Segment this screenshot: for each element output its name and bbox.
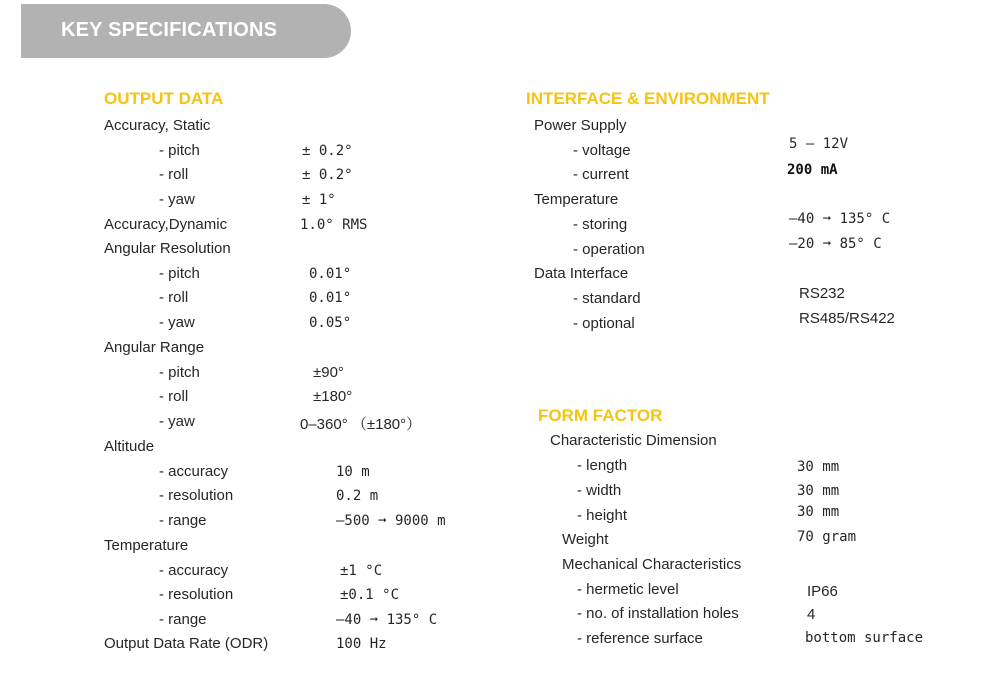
accuracy-static-label: Accuracy, Static	[104, 117, 211, 134]
range-pitch-value: ±90°	[313, 364, 344, 381]
acc-static-yaw-value: ± 1°	[302, 192, 336, 208]
odr-value: 100 Hz	[336, 636, 387, 652]
storing-value: –40 ➞ 135° C	[789, 211, 891, 227]
temp-resolution-value: ±0.1 °C	[340, 587, 400, 603]
voltage-value: 5 – 12V	[789, 136, 849, 152]
data-interface-label: Data Interface	[534, 265, 629, 282]
range-roll-value: ±180°	[313, 388, 353, 405]
standard-value: RS232	[799, 285, 845, 302]
current-value: 200 mA	[787, 162, 838, 178]
optional-label: - optional	[573, 315, 635, 332]
power-supply-label: Power Supply	[534, 117, 627, 134]
range-yaw-label: - yaw	[159, 413, 195, 430]
env-temperature-label: Temperature	[534, 191, 619, 208]
hermetic-value: IP66	[807, 583, 838, 600]
acc-static-yaw-label: - yaw	[159, 191, 195, 208]
weight-value: 70 gram	[797, 529, 857, 545]
res-yaw-value: 0.05°	[309, 315, 352, 331]
temp-accuracy-value: ±1 °C	[340, 563, 383, 579]
char-dimension-label: Characteristic Dimension	[550, 432, 717, 449]
interface-env-title: INTERFACE & ENVIRONMENT	[526, 89, 770, 108]
res-pitch-value: 0.01°	[309, 266, 352, 282]
res-yaw-label: - yaw	[159, 314, 195, 331]
ref-surface-value: bottom surface	[805, 630, 924, 646]
angular-range-label: Angular Range	[104, 339, 205, 356]
height-value: 30 mm	[797, 504, 840, 520]
form-factor-title: FORM FACTOR	[538, 406, 663, 425]
alt-accuracy-label: - accuracy	[159, 463, 229, 480]
angular-resolution-label: Angular Resolution	[104, 240, 231, 257]
res-roll-label: - roll	[159, 289, 189, 306]
range-yaw-value: 0–360° （±180°）	[300, 416, 422, 433]
storing-label: - storing	[573, 216, 628, 233]
temp-range-label: - range	[159, 611, 207, 628]
res-pitch-label: - pitch	[159, 265, 200, 282]
alt-range-value: –500 ➞ 9000 m	[336, 513, 446, 529]
temp-accuracy-label: - accuracy	[159, 562, 229, 579]
length-label: - length	[577, 457, 628, 474]
operation-value: –20 ➞ 85° C	[789, 236, 882, 252]
mech-char-label: Mechanical Characteristics	[562, 556, 742, 573]
alt-resolution-label: - resolution	[159, 487, 234, 504]
standard-label: - standard	[573, 290, 641, 307]
holes-value: 4	[807, 606, 816, 623]
alt-range-label: - range	[159, 512, 207, 529]
height-label: - height	[577, 507, 628, 524]
temp-range-value: –40 ➞ 135° C	[336, 612, 438, 628]
output-data-title: OUTPUT DATA	[104, 89, 224, 108]
range-roll-label: - roll	[159, 388, 189, 405]
length-value: 30 mm	[797, 459, 840, 475]
odr-label: Output Data Rate (ODR)	[104, 635, 269, 652]
acc-static-roll-value: ± 0.2°	[302, 167, 353, 183]
altitude-label: Altitude	[104, 438, 155, 455]
optional-value: RS485/RS422	[799, 310, 895, 327]
range-pitch-label: - pitch	[159, 364, 200, 381]
alt-accuracy-value: 10 m	[336, 464, 370, 480]
acc-static-roll-label: - roll	[159, 166, 189, 183]
acc-static-pitch-label: - pitch	[159, 142, 200, 159]
ref-surface-label: - reference surface	[577, 630, 703, 647]
width-label: - width	[577, 482, 622, 499]
page-title: KEY SPECIFICATIONS	[61, 19, 278, 41]
weight-label: Weight	[562, 531, 609, 548]
alt-resolution-value: 0.2 m	[336, 488, 379, 504]
current-label: - current	[573, 166, 629, 183]
accuracy-dynamic-label: Accuracy,Dynamic	[104, 216, 228, 233]
temp-resolution-label: - resolution	[159, 586, 234, 603]
hermetic-label: - hermetic level	[577, 581, 679, 598]
temperature-label: Temperature	[104, 537, 189, 554]
accuracy-dynamic-value: 1.0° RMS	[300, 217, 368, 233]
holes-label: - no. of installation holes	[577, 605, 739, 622]
width-value: 30 mm	[797, 483, 840, 499]
voltage-label: - voltage	[573, 142, 631, 159]
res-roll-value: 0.01°	[309, 290, 352, 306]
header-banner	[21, 4, 351, 58]
operation-label: - operation	[573, 241, 645, 258]
acc-static-pitch-value: ± 0.2°	[302, 143, 353, 159]
